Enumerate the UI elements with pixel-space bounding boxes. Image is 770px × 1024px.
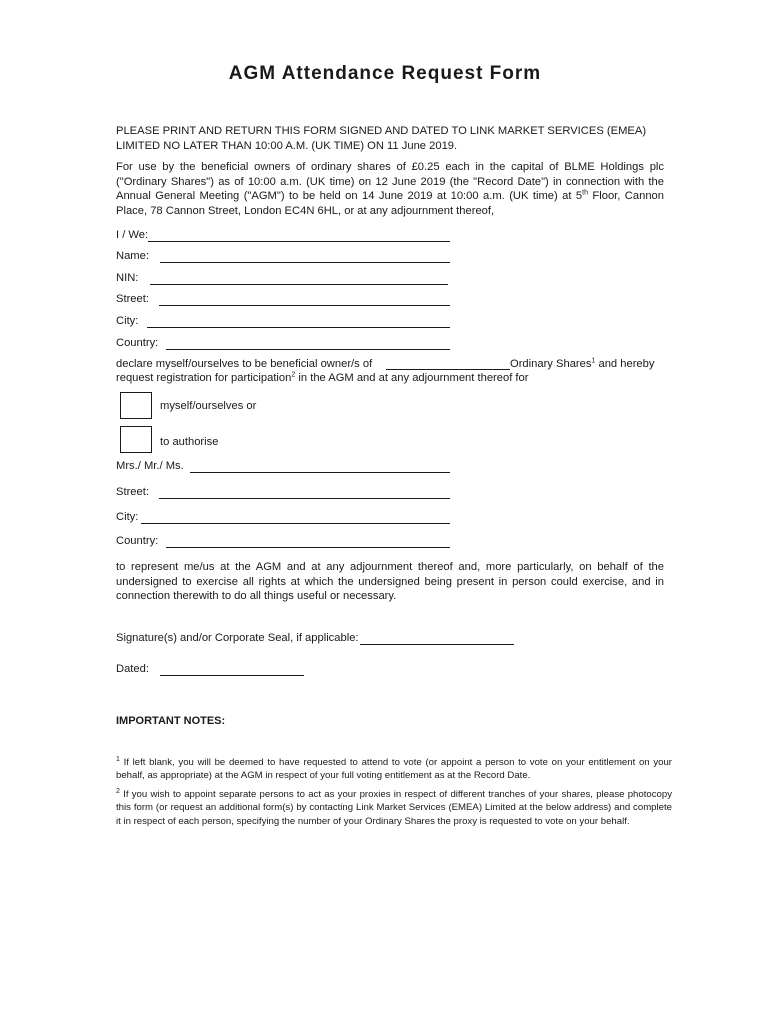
note-1 [116, 756, 672, 783]
proxy-city-label: City: [116, 511, 139, 523]
proxy-street-label: Street: [116, 486, 149, 498]
declare-text-1: declare myself/ourselves to be beneficial owner/s of [116, 358, 373, 370]
myself-option-label: myself/ourselves or [160, 400, 257, 412]
agm-adjournment-text: in the AGM and at any adjournment thereof for [295, 372, 529, 384]
proxy-name-label: Mrs./ Mr./ Ms. [116, 460, 184, 472]
city-label: City: [116, 315, 139, 327]
note-1-text: If left blank, you will be deemed to have requested to attend to vote (or appoint a person to vote on your entitlement on your behalf, as appropriate) at the AGM in respect of your full voting entitlement as at the Record Date. [116, 757, 672, 782]
declare-text-2 [510, 358, 654, 370]
footnote-ref-2: 2 [291, 371, 296, 379]
city-field[interactable] [147, 327, 450, 328]
signature-label: Signature(s) and/or Corporate Seal, if applicable: [116, 632, 359, 644]
nin-field[interactable] [150, 284, 448, 285]
signature-field[interactable] [360, 644, 514, 645]
country-label: Country: [116, 337, 159, 349]
represent-paragraph: to represent me/us at the AGM and at any adjournment thereof and, more particularly, on behalf of the undersigned to exercise all rights at which the undersigned being present in person could exercise, and in connection therewith to do all things useful or necessary. [116, 561, 664, 602]
proxy-country-label: Country: [116, 535, 159, 547]
authorise-checkbox[interactable] [120, 426, 152, 453]
proxy-street-field[interactable] [159, 498, 450, 499]
proxy-city-field[interactable] [141, 523, 450, 524]
intro-eligibility [116, 160, 664, 218]
request-registration-text: request registration for participation [116, 372, 292, 384]
date-field[interactable] [160, 675, 304, 676]
note-2-text: If you wish to appoint separate persons to act as your proxies in respect of different tranches of your shares, please photocopy this form (or request an additional form(s) by contacting Link Market Services (EMEA) Limited at the below address) and complete it in respect of each person, specifying the number of your Ordinary Shares the proxy is requested to vote on your behalf. [116, 789, 672, 827]
intro-eligibility-text-a: For use by the beneficial owners of ordinary shares of £0.25 each in the capital of BLME Holdings plc ("Ordinary Shares") as of 10:00 a.m. (UK time) on 12 June 2019 (the "Record Date") in connection with the Annual General Meeting ("AGM") to be held on 14 June 2019 at 10:00 a.m. (UK time) at 5 [116, 161, 664, 202]
street-field[interactable] [159, 305, 450, 306]
proxy-name-field[interactable] [190, 472, 450, 473]
dated-label: Dated: [116, 663, 149, 675]
nin-label: NIN: [116, 272, 139, 284]
authorise-option-label: to authorise [160, 436, 219, 448]
intro-instructions: PLEASE PRINT AND RETURN THIS FORM SIGNED AND DATED TO LINK MARKET SERVICES (EMEA) LIMITED NO LATER THAN 10:00 A.M. (UK TIME) ON 11 June 2019. [116, 125, 647, 152]
intro-eligibility-text-b: Floor, Cannon Place, 78 Cannon Street, London EC4N 6HL, or at any adjournment thereof, [116, 190, 664, 217]
note-1-number: 1 [116, 755, 120, 763]
form-title: AGM Attendance Request Form [228, 63, 542, 84]
declare-text-3 [116, 372, 529, 384]
i-we-field[interactable] [148, 241, 450, 242]
shares-quantity-field[interactable] [386, 369, 510, 370]
proxy-country-field[interactable] [166, 547, 450, 548]
ordinal-suffix: th [582, 189, 588, 197]
important-notes-heading: IMPORTANT NOTES: [116, 715, 226, 727]
footnote-ref-1: 1 [591, 357, 596, 365]
country-field[interactable] [166, 349, 450, 350]
i-we-label: I / We: [116, 229, 149, 241]
street-label: Street: [116, 293, 149, 305]
name-field[interactable] [160, 262, 450, 263]
ordinary-shares-text: Ordinary Shares [510, 358, 592, 370]
name-label: Name: [116, 250, 149, 262]
note-2 [116, 788, 672, 828]
and-hereby-text: and hereby [595, 358, 655, 370]
note-2-number: 2 [116, 787, 120, 795]
myself-checkbox[interactable] [120, 392, 152, 419]
